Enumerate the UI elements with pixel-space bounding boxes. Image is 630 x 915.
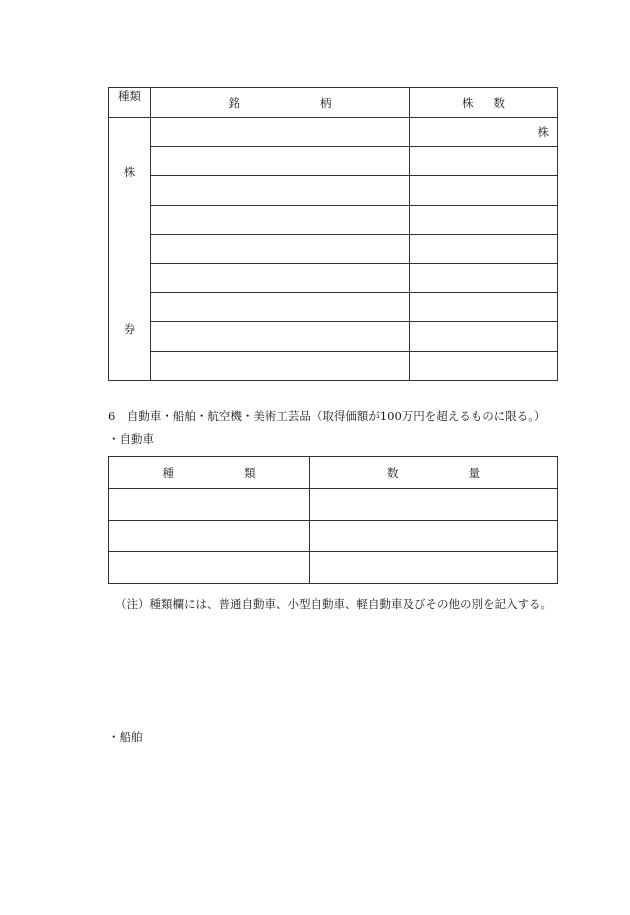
stock-qty-cell[interactable]	[410, 205, 558, 234]
stock-qty-cell[interactable]	[410, 322, 558, 351]
car-qty-cell[interactable]	[310, 520, 558, 552]
stock-name-header	[151, 88, 410, 118]
car-kind-header-right: 類	[244, 465, 256, 480]
car-kind-cell[interactable]	[109, 489, 310, 521]
stock-name-cell[interactable]	[151, 234, 410, 263]
stock-name-header-left: 銘	[228, 95, 240, 110]
stock-name-header-right: 柄	[320, 95, 332, 110]
table-row	[109, 205, 558, 234]
stock-type-cell	[109, 118, 151, 381]
car-kind-header-left: 種	[162, 465, 174, 480]
car-subheading: ・自動車	[108, 432, 154, 446]
stock-name-cell[interactable]	[151, 118, 410, 147]
table-row	[109, 263, 558, 292]
car-qty-header	[310, 457, 558, 489]
car-table	[108, 456, 558, 584]
stock-qty-cell[interactable]	[410, 234, 558, 263]
table-row	[109, 552, 558, 584]
stock-name-cell[interactable]	[151, 293, 410, 322]
table-row	[109, 489, 558, 521]
car-note: （注）種類欄には、普通自動車、小型自動車、軽自動車及びその他の別を記入する。	[115, 597, 552, 611]
table-row	[109, 147, 558, 176]
stock-qty-header-right: 数	[493, 95, 505, 110]
car-qty-header-right: 量	[468, 465, 480, 480]
stock-table-header-row	[109, 88, 558, 118]
stock-unit-label: 株	[537, 125, 549, 140]
table-row	[109, 118, 558, 147]
stock-name-cell[interactable]	[151, 263, 410, 292]
stock-name-cell[interactable]	[151, 147, 410, 176]
car-qty-cell[interactable]	[310, 552, 558, 584]
table-row	[109, 520, 558, 552]
table-row	[109, 176, 558, 205]
stock-qty-header	[410, 88, 558, 118]
stock-type-label-bottom: 券	[123, 322, 136, 336]
car-qty-cell[interactable]	[310, 489, 558, 521]
stock-qty-cell[interactable]	[410, 351, 558, 380]
table-row	[109, 322, 558, 351]
car-table-header-row	[109, 457, 558, 489]
car-kind-cell[interactable]	[109, 520, 310, 552]
stock-type-header: 種類	[109, 88, 151, 118]
car-qty-header-left: 数	[387, 465, 399, 480]
stock-qty-cell[interactable]	[410, 147, 558, 176]
table-row	[109, 351, 558, 380]
stock-name-cell[interactable]	[151, 205, 410, 234]
car-kind-cell[interactable]	[109, 552, 310, 584]
section-6-heading: 6 自動車・船舶・航空機・美術工芸品（取得価額が100万円を超えるものに限る。）	[108, 409, 546, 423]
table-row	[109, 293, 558, 322]
table-row	[109, 234, 558, 263]
ship-subheading: ・船舶	[108, 730, 143, 744]
stock-table	[108, 87, 558, 381]
stock-name-cell[interactable]	[151, 176, 410, 205]
stock-name-cell[interactable]	[151, 351, 410, 380]
stock-type-label-top: 株	[123, 165, 136, 179]
stock-qty-cell[interactable]	[410, 263, 558, 292]
stock-qty-header-left: 株	[462, 95, 474, 110]
stock-qty-cell[interactable]	[410, 118, 558, 147]
stock-qty-cell[interactable]	[410, 293, 558, 322]
stock-name-cell[interactable]	[151, 322, 410, 351]
car-kind-header	[109, 457, 310, 489]
stock-qty-cell[interactable]	[410, 176, 558, 205]
